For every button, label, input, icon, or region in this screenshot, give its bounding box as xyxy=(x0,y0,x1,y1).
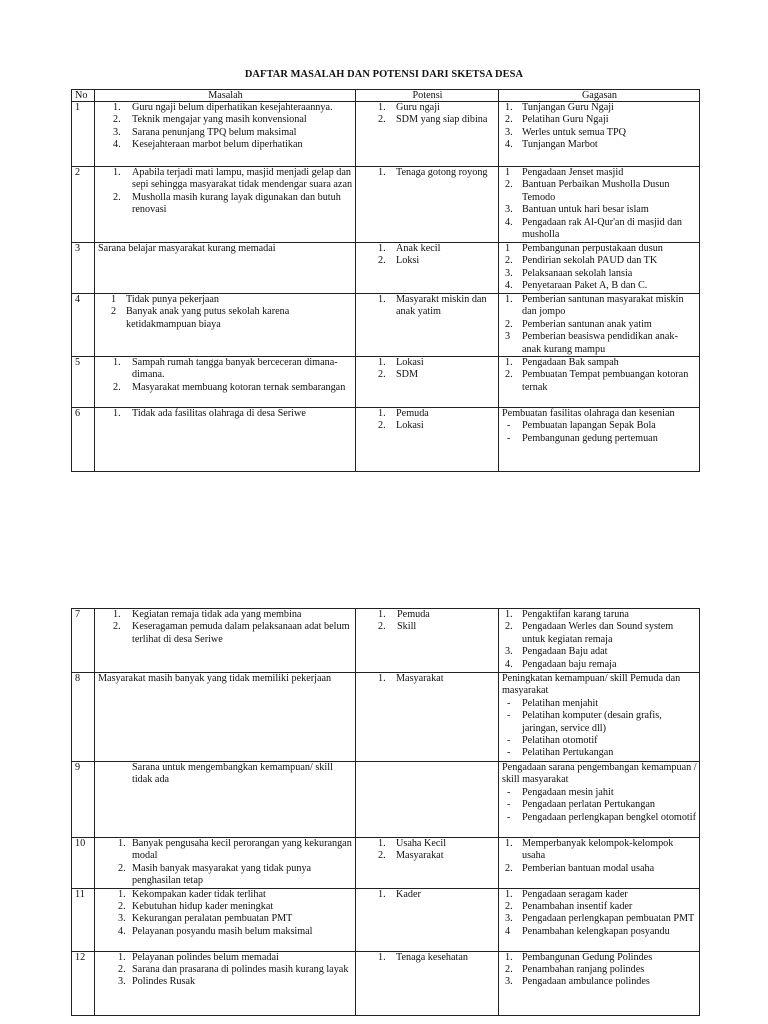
list-item: 2. Masih banyak masyarakat yang tidak punya penghasilan tetap xyxy=(118,862,312,887)
table-row xyxy=(72,102,700,167)
list-item: 1. Tenaga kesehatan xyxy=(378,951,468,963)
problem-potential-table-part-1 xyxy=(71,89,700,472)
potensi-cell xyxy=(356,951,499,1015)
row-number: 8 xyxy=(72,673,95,762)
list-item: 1. Tenaga gotong royong xyxy=(378,167,488,178)
list-item: 2. Masyarakat xyxy=(378,850,444,862)
potensi-cell xyxy=(356,243,499,294)
masalah-cell xyxy=(95,294,356,357)
gagasan-cell xyxy=(499,294,700,357)
gagasan-cell xyxy=(499,888,700,951)
list-item: 2. Pemberian bantuan modal usaha xyxy=(505,862,655,874)
list-item: 4. Pengadaan rak Al-Qur'an di masjid dan musholla xyxy=(505,216,682,241)
potensi-cell xyxy=(356,357,499,408)
list-item: 4. Penyetaraan Paket A, B dan C. xyxy=(505,280,648,292)
list-item: - Pengadaan mesin jahit xyxy=(507,786,614,798)
list-item: 2. SDM yang siap dibina xyxy=(378,114,488,126)
list-item: 2. Teknik mengajar yang masih konvensional xyxy=(113,114,307,126)
list-item: 2. Pembuatan Tempat pembuangan kotoran ternak xyxy=(505,369,689,393)
row-number: 3 xyxy=(72,243,95,294)
masalah-cell xyxy=(95,838,356,889)
table-row xyxy=(72,888,700,951)
row-number: 6 xyxy=(72,408,95,472)
masalah-cell xyxy=(95,102,356,167)
row-number: 4 xyxy=(72,294,95,357)
list-item: 1. Usaha Kecil xyxy=(378,838,447,849)
list-item: 2. SDM xyxy=(378,369,419,381)
list-item: 2. Keseragaman pemuda dalam pelaksanaan adat belum terlihat di desa Seriwe xyxy=(113,621,350,645)
potensi-cell xyxy=(356,408,499,472)
list-item: 2. Penambahan insentif kader xyxy=(505,901,633,913)
list-item: 1 Tidak punya pekerjaan xyxy=(111,294,219,305)
list-item: 1. Pengaktifan karang taruna xyxy=(505,609,629,620)
list-item: 2 Banyak anak yang putus sekolah karena ketidakmampuan biaya xyxy=(111,306,290,330)
list-item: - Pengadaan perlatan Pertukangan xyxy=(507,799,655,811)
list-item: 4. Kesejahteraan marbot belum diperhatikan xyxy=(113,139,303,151)
potensi-cell xyxy=(356,609,499,673)
masalah-cell xyxy=(95,888,356,951)
masalah-cell: Sarana belajar masyarakat kurang memadai xyxy=(95,243,356,294)
list-item: 1. Kekompakan kader tidak terlihat xyxy=(118,888,266,900)
table-row xyxy=(72,357,700,408)
potensi-cell xyxy=(356,888,499,951)
table-row xyxy=(72,673,700,762)
list-item: 2. Bantuan Perbaikan Musholla Dusun Temodo xyxy=(505,179,670,203)
list-item: - Pelatihan Pertukangan xyxy=(507,747,614,759)
table-row xyxy=(72,609,700,673)
potensi-cell xyxy=(356,838,499,889)
list-item: 3 Pemberian beasiswa pendidikan anak-anak kurang mampu xyxy=(505,331,678,355)
list-item: 1. Masyarakat xyxy=(378,673,444,684)
list-item: 2. Pengadaan Werles dan Sound system untuk kegiatan remaja xyxy=(505,621,674,645)
list-item: 1. Pemberian santunan masyarakat miskin dan jompo xyxy=(505,294,684,318)
list-item: 1. Pembangunan Gedung Polindes xyxy=(505,951,653,963)
list-item: 2. Penambahan ranjang polindes xyxy=(505,964,645,976)
masalah-cell: Masyarakat masih banyak yang tidak memiliki pekerjaan xyxy=(95,673,356,762)
list-item: 3. Werles untuk semua TPQ xyxy=(505,126,626,138)
list-item: 1. Apabila terjadi mati lampu, masjid menjadi gelap dan sepi sehingga masyarakat tidak mendengar suara azan xyxy=(113,167,353,191)
list-item: 3. Pengadaan perlengkapan pembuatan PMT xyxy=(505,913,695,925)
gagasan-cell: Pengadaan sarana pengembangan kemampuan / skill masyarakat - Pengadaan mesin jahit - Pengadaan perlatan Pertukangan - Pengadaan perlengkapan bengkel otomotif xyxy=(499,762,700,838)
table-row xyxy=(72,838,700,889)
list-item: 3. Kekurangan peralatan pembuatan PMT xyxy=(118,913,293,925)
page-title: DAFTAR MASALAH DAN POTENSI DARI SKETSA DESA xyxy=(244,69,524,80)
list-item: 2. Pendirian sekolah PAUD dan TK xyxy=(505,255,658,267)
gagasan-cell: Pembuatan fasilitas olahraga dan kesenian - Pembuatan lapangan Sepak Bola - Pembangunan gedung pertemuan xyxy=(499,408,700,472)
list-item: 1. Kegiatan remaja tidak ada yang membina xyxy=(113,609,302,620)
list-item: - Pengadaan perlengkapan bengkel otomotif xyxy=(507,811,696,823)
gagasan-cell xyxy=(499,838,700,889)
problem-potential-table-part-2 xyxy=(71,608,700,1016)
list-item: - Pelatihan komputer (desain grafis, jaringan, service dll) xyxy=(507,710,662,734)
list-item: 1. Pelayanan polindes belum memadai xyxy=(118,951,279,963)
table-row xyxy=(72,243,700,294)
row-number: 5 xyxy=(72,357,95,408)
list-item: - Pembuatan lapangan Sepak Bola xyxy=(507,420,656,432)
masalah-cell: Sarana untuk mengembangkan kemampuan/ skill tidak ada xyxy=(95,762,356,838)
gagasan-cell xyxy=(499,609,700,673)
gagasan-cell xyxy=(499,357,700,408)
potensi-cell xyxy=(356,167,499,243)
potensi-cell xyxy=(356,762,499,838)
list-item: 2. Sarana dan prasarana di polindes masih kurang layak xyxy=(118,964,349,976)
list-item: 1. Anak kecil xyxy=(378,243,441,254)
list-item: 1. Pengadaan seragam kader xyxy=(505,888,628,900)
list-item: 3. Pengadaan Baju adat xyxy=(505,646,608,658)
list-item: 2. Skill xyxy=(378,621,417,633)
list-item: - Pelatihan menjahit xyxy=(507,697,599,709)
list-item: 2. Loksi xyxy=(378,255,420,267)
list-item: 1. Guru ngaji xyxy=(378,102,440,113)
list-item: 3. Bantuan untuk hari besar islam xyxy=(505,204,649,216)
header-masalah: Masalah xyxy=(95,90,356,102)
list-item: 2. Kebutuhan hidup kader meningkat xyxy=(118,901,274,913)
masalah-cell xyxy=(95,357,356,408)
list-item: 1. Pengadaan Bak sampah xyxy=(505,357,619,369)
masalah-cell xyxy=(95,167,356,243)
list-item: 1. Memperbanyak kelompok-kelompok usaha xyxy=(505,838,674,862)
list-item: - Pembangunan gedung pertemuan xyxy=(507,432,658,444)
list-item: 2. Lokasi xyxy=(378,420,424,432)
list-item: 3. Pelaksanaan sekolah lansia xyxy=(505,267,633,279)
table-row xyxy=(72,762,700,838)
list-item: 1. Masyarakt miskin dan anak yatim xyxy=(378,294,487,318)
header-potensi: Potensi xyxy=(356,90,499,102)
list-item: 1. Lokasi xyxy=(378,357,424,369)
potensi-cell xyxy=(356,673,499,762)
table-header-row xyxy=(72,90,700,102)
header-no: No xyxy=(72,90,95,102)
list-item: 1 Pengadaan Jenset masjid xyxy=(505,167,624,178)
list-item: 1 Pembangunan perpustakaan dusun xyxy=(505,243,663,254)
potensi-cell xyxy=(356,102,499,167)
list-item: 3. Sarana penunjang TPQ belum maksimal xyxy=(113,126,297,138)
gagasan-cell xyxy=(499,102,700,167)
list-item: 4. Tunjangan Marbot xyxy=(505,139,598,151)
row-number: 1 xyxy=(72,102,95,167)
row-number: 9 xyxy=(72,762,95,838)
list-item: 4. Pelayanan posyandu masih belum maksimal xyxy=(118,925,313,937)
masalah-cell xyxy=(95,951,356,1015)
masalah-cell xyxy=(95,609,356,673)
table-row xyxy=(72,167,700,243)
masalah-cell xyxy=(95,408,356,472)
potensi-cell xyxy=(356,294,499,357)
list-item: 1. Pemuda xyxy=(378,408,429,420)
gagasan-cell: Peningkatan kemampuan/ skill Pemuda dan masyarakat - Pelatihan menjahit - Pelatihan komputer (desain grafis, jaringan, service dll) - Pelatihan otomotif - Pelatihan Pertukangan xyxy=(499,673,700,762)
row-number: 11 xyxy=(72,888,95,951)
list-item: 2. Musholla masih kurang layak digunakan dan butuh renovasi xyxy=(113,191,341,216)
table-row xyxy=(72,294,700,357)
row-number: 2 xyxy=(72,167,95,243)
gagasan-cell xyxy=(499,243,700,294)
list-item: 1. Pemuda xyxy=(378,609,430,620)
gagasan-cell xyxy=(499,167,700,243)
list-item: 1. Guru ngaji belum diperhatikan kesejahteraannya. xyxy=(113,102,333,113)
list-item: 1. Sampah rumah tangga banyak berceceran dimana-dimana. xyxy=(113,357,338,381)
list-item: 4. Pengadaan baju remaja xyxy=(505,658,617,670)
list-item: 1. Tidak ada fasilitas olahraga di desa Seriwe xyxy=(113,408,306,420)
list-item: 3. Pengadaan ambulance polindes xyxy=(505,976,650,988)
gagasan-cell xyxy=(499,951,700,1015)
row-number: 12 xyxy=(72,951,95,1015)
list-item: 2. Pemberian santunan anak yatim xyxy=(505,318,652,330)
list-item: - Pelatihan otomotif xyxy=(507,735,598,747)
list-item: 1. Kader xyxy=(378,888,421,900)
list-item: 1. Banyak pengusaha kecil perorangan yang kekurangan modal xyxy=(118,838,352,862)
row-number: 10 xyxy=(72,838,95,889)
list-item: 4 Penambahan kelengkapan posyandu xyxy=(505,925,670,937)
list-item: 1. Tunjangan Guru Ngaji xyxy=(505,102,614,113)
list-item: 2. Pelatihan Guru Ngaji xyxy=(505,114,609,126)
table-row xyxy=(72,951,700,1015)
list-item: 2. Masyarakat membuang kotoran ternak sembarangan xyxy=(113,381,346,393)
list-item: 3. Polindes Rusak xyxy=(118,976,196,988)
header-gagasan: Gagasan xyxy=(499,90,700,102)
table-row xyxy=(72,408,700,472)
row-number: 7 xyxy=(72,609,95,673)
